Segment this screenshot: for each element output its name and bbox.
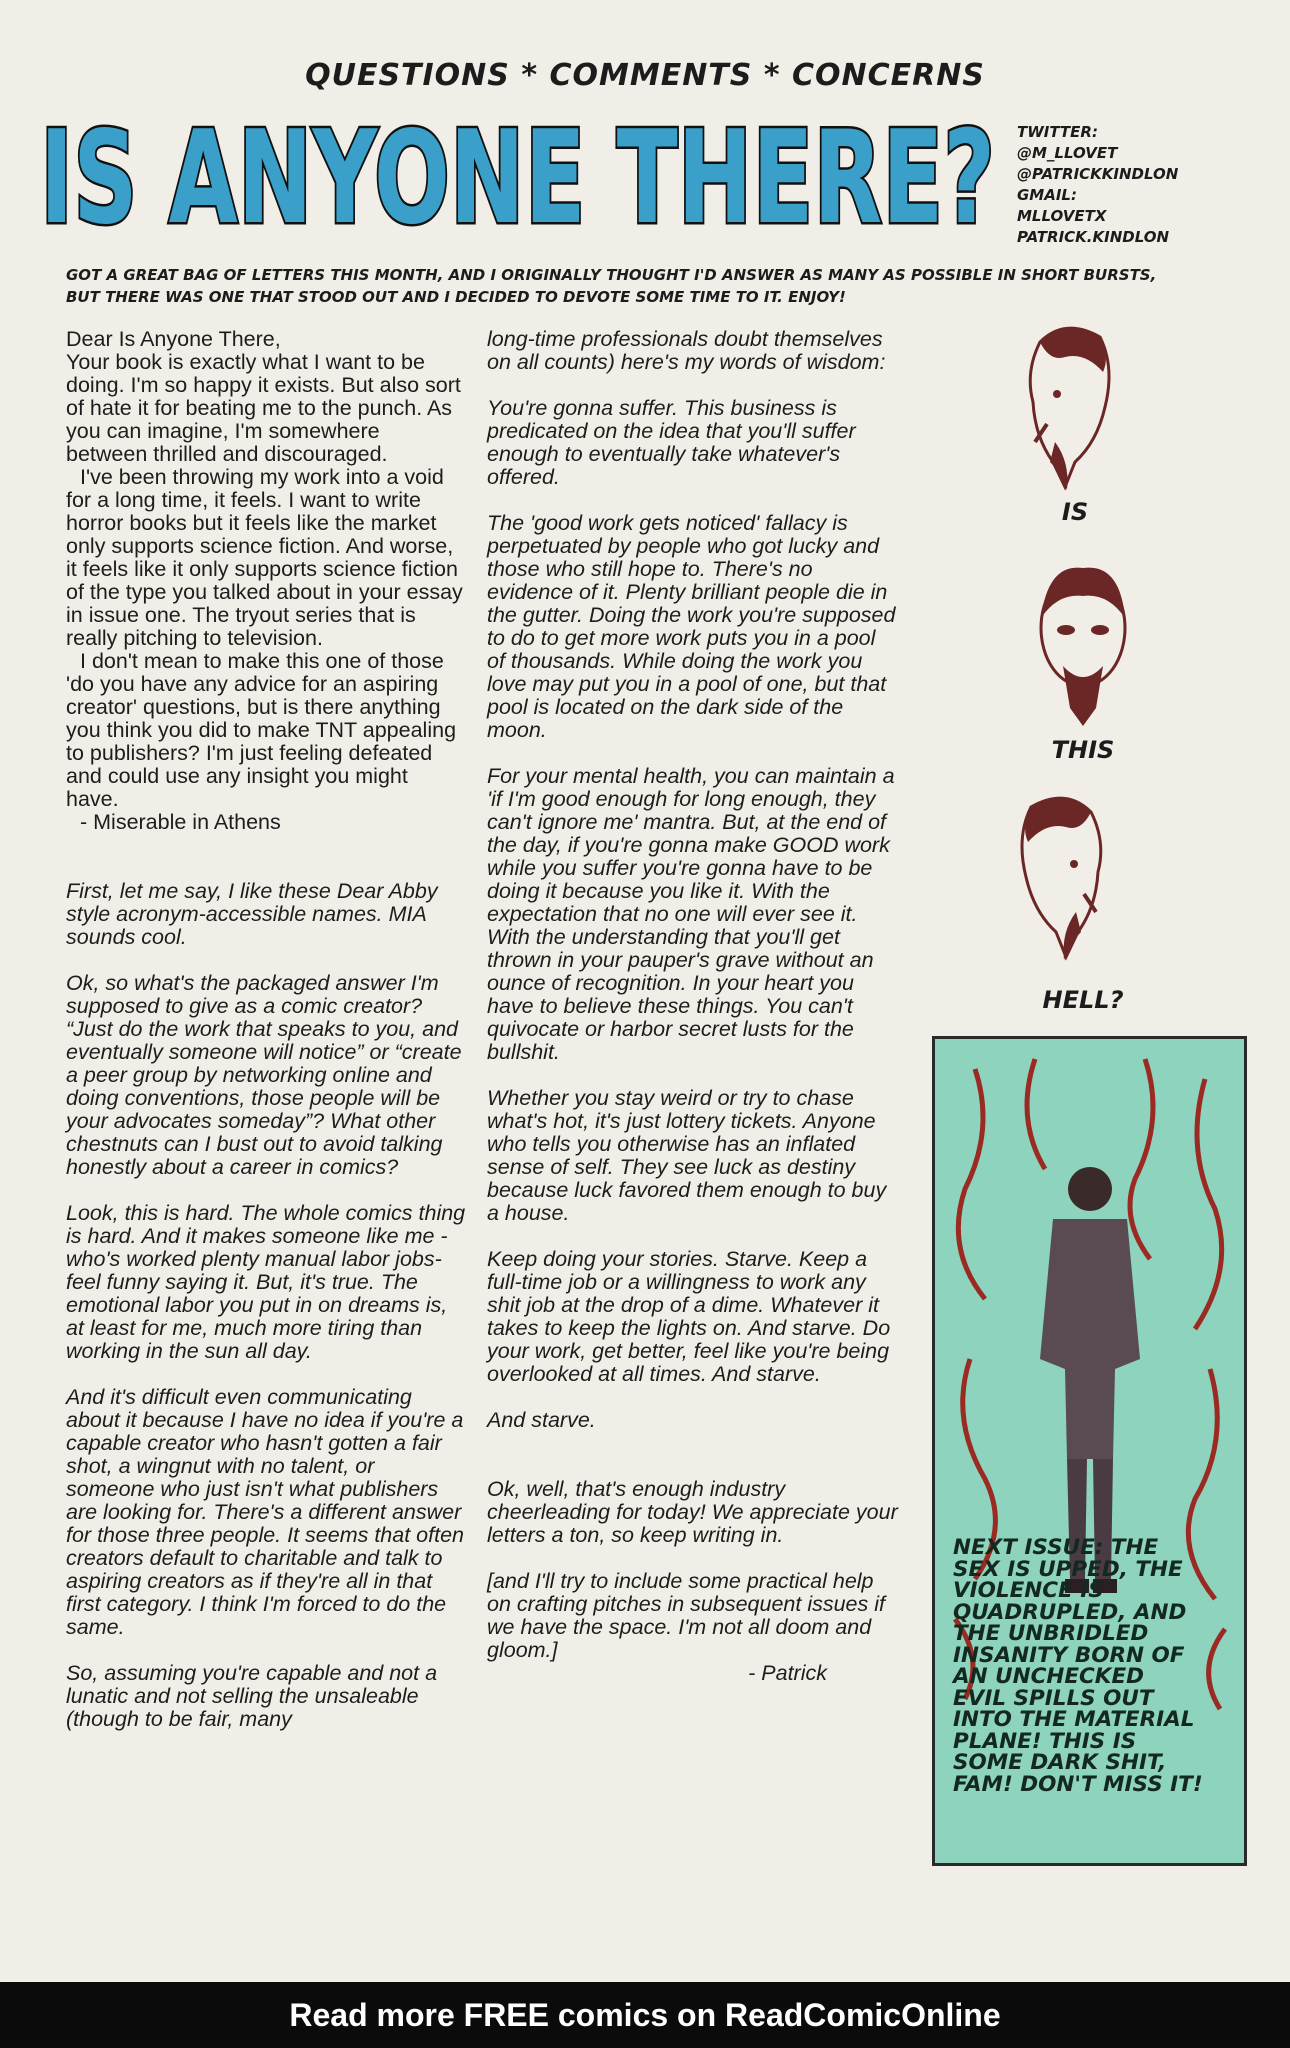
- intro-text: GOT A GREAT BAG OF LETTERS THIS MONTH, AND I ORIGINALLY THOUGHT I'D ANSWER AS MANY AS POSSIBLE IN SHORT BURSTS, BUT THERE WAS ONE THAT STOOD OUT AND I DECIDED TO DEVOTE SOME TIME TO IT. ENJOY!: [66, 266, 1157, 306]
- header-strap: QUESTIONS * COMMENTS * CONCERNS: [305, 58, 985, 93]
- reply-paragraph: First, let me say, I like these Dear Abby style acronym-accessible names. MIA sounds cool.: [66, 879, 438, 949]
- portrait-profile-illustration: [1005, 312, 1125, 497]
- letter-paragraph-3: I don't mean to make this one of those 'do you have any advice for an aspiring creator' questions, but is there anything you think you did to make TNT appealing to publishers? I'm just feeling defeated and could use any insight you might have.: [66, 649, 457, 811]
- contact-label-gmail: GMAIL:: [1017, 186, 1077, 204]
- reply-column: [487, 328, 899, 1685]
- reply-paragraph: Ok, so what's the packaged answer I'm supposed to give as a comic creator? “Just do the work that speaks to you, and eventually someone will notice” or “create a peer group by networking online and doing conventions, those people will be your advocates someday”? What other chestnuts can I bust out to avoid talking honestly about a career in comics?: [66, 971, 462, 1179]
- reply-paragraph: Whether you stay weird or try to chase what's hot, it's just lottery tickets. Anyone who tells you otherwise has an inflated sense of self. They see luck as destiny because luck favored them enough to buy a house.: [487, 1086, 887, 1225]
- contact-info: [1017, 122, 1287, 248]
- portrait-caption-hell: HELL?: [1042, 986, 1124, 1014]
- portrait-front-illustration: [1028, 548, 1138, 733]
- portrait-caption-is: IS: [1061, 498, 1089, 526]
- reply-paragraph: And it's difficult even communicating about it because I have no idea if you're a capable creator who hasn't gotten a fair shot, a wingnut with no talent, or someone who just isn't what publishers are looking for. There's a different answer for those three people. It seems that often creators default to charitable and talk to aspiring creators as if they're all in that first category. I think I'm forced to do the same.: [66, 1385, 464, 1639]
- letter-column: [66, 328, 466, 1731]
- reply-paragraph: And starve.: [487, 1408, 596, 1432]
- reply-paragraph: [and I'll try to include some practical help on crafting pitches in subsequent issues if we have the space. I'm not all doom and gloom.]: [487, 1569, 885, 1662]
- portrait-caption-this: THIS: [1051, 736, 1115, 764]
- letter-signoff: - Miserable in Athens: [80, 810, 281, 834]
- reply-paragraph: You're gonna suffer. This business is predicated on the idea that you'll suffer enough to eventually take whatever's offered.: [487, 396, 856, 489]
- reply-signature: - Patrick: [748, 1661, 827, 1685]
- reply-paragraph: So, assuming you're capable and not a lunatic and not selling the unsaleable (though to be fair, many: [66, 1661, 438, 1731]
- reply-paragraph: Keep doing your stories. Starve. Keep a full-time job or a willingness to work any shit job at the drop of a dime. Whatever it takes to keep the lights on. And starve. Do your work, get better, feel like you're being overlooked at all times. And starve.: [487, 1247, 891, 1386]
- letter-salutation: Dear Is Anyone There,: [66, 327, 281, 351]
- contact-label-twitter: TWITTER:: [1017, 123, 1098, 141]
- gmail-kindlon: PATRICK.KINDLON: [1017, 228, 1170, 246]
- reply-paragraph: Look, this is hard. The whole comics thing is hard. And it makes someone like me -who's worked plenty manual labor jobs- feel funny saying it. But, it's true. The emotional labor you put in on dreams is, at least for me, much more tiring than working in the sun all day.: [66, 1201, 466, 1363]
- gmail-llovet: MLLOVETX: [1017, 207, 1107, 225]
- footer-banner[interactable]: Read more FREE comics on ReadComicOnline: [0, 1982, 1290, 2048]
- reply-paragraph: long-time professionals doubt themselves on all counts) here's my words of wisdom:: [487, 327, 886, 374]
- twitter-handle-kindlon: @PATRICKKINDLON: [1017, 165, 1179, 183]
- next-issue-text: NEXT ISSUE: THE SEX IS UPPED, THE VIOLENCE IS QUADRUPLED, AND THE UNBRIDLED INSANITY BORN OF AN UNCHECKED EVIL SPILLS OUT INTO THE MATERIAL PLANE! THIS IS SOME DARK SHIT, FAM! DON'T MISS IT!: [953, 1535, 1203, 1797]
- title-text: IS ANYONE THERE?: [40, 110, 995, 240]
- twitter-handle-llovet: @M_LLOVET: [1017, 144, 1118, 162]
- title-graphic: [34, 110, 1004, 240]
- reply-paragraph: For your mental health, you can maintain a 'if I'm good enough for long enough, they can't ignore me' mantra. But, at the end of the day, if you're gonna make GOOD work while you suffer you're gonna have to be doing it because you like it. With the expectation that no one will ever see it. With the understanding that you'll get thrown in your pauper's grave without an ounce of recognition. In your heart you have to believe these things. You can't quivocate or harbor secret lusts for the bullshit.: [487, 764, 895, 1064]
- portrait-profile-illustration: [1006, 782, 1126, 967]
- page-title: [34, 110, 1004, 240]
- letter-paragraph-2: I've been throwing my work into a void for a long time, it feels. I want to write horror books but it feels like the market only supports science fiction. And worse, it feels like it only supports science fiction of the type you talked about in your essay in issue one. The tryout series that is really pitching to television.: [66, 465, 463, 650]
- reply-paragraph: The 'good work gets noticed' fallacy is perpetuated by people who got lucky and those who still hope to. There's no evidence of it. Plenty brilliant people die in the gutter. Doing the work you're supposed to do to get more work puts you in a pool of thousands. While doing the work you love may put you in a pool of one, but that pool is located on the dark side of the moon.: [487, 511, 896, 742]
- reply-paragraph: Ok, well, that's enough industry cheerleading for today! We appreciate your letters a ton, so keep writing in.: [487, 1477, 898, 1547]
- letter-paragraph-1: Your book is exactly what I want to be doing. I'm so happy it exists. But also sort of hate it for beating me to the punch. As you can imagine, I'm somewhere between thrilled and discouraged.: [66, 350, 461, 466]
